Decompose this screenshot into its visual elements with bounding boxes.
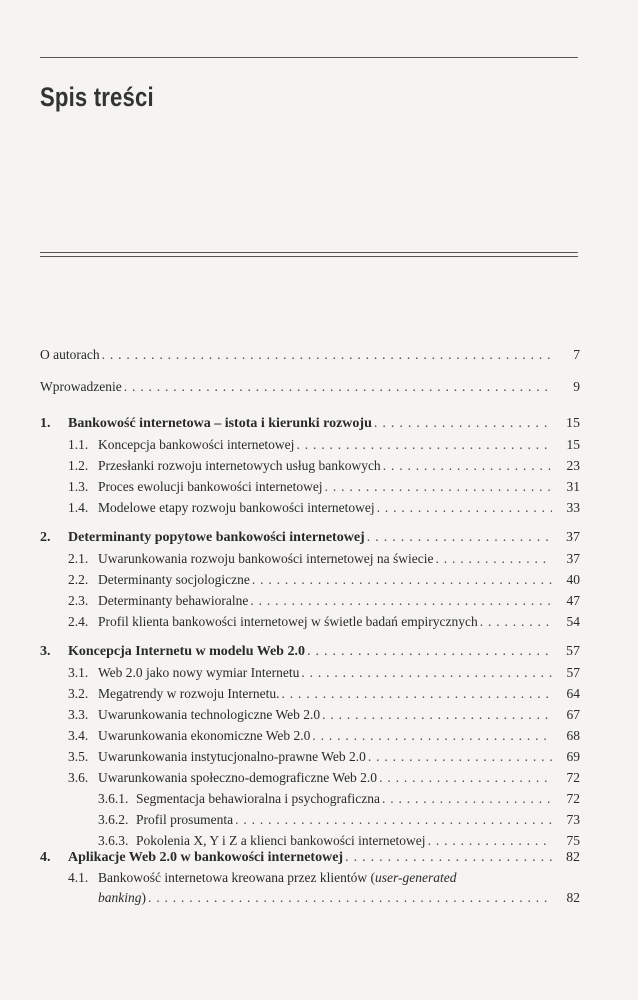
page-number: 69 <box>566 749 580 764</box>
entry-number: 1. <box>40 416 51 431</box>
entry-number: 3.6.1. <box>98 791 129 806</box>
entry-title: O autorach <box>40 347 100 362</box>
dot-leader <box>345 849 552 867</box>
page-number: 31 <box>566 479 580 494</box>
entry-title: Uwarunkowania technologiczne Web 2.0 <box>98 707 321 722</box>
toc-chapter <box>40 415 580 433</box>
entry-title: Proces ewolucji bankowości internetowej <box>98 479 323 494</box>
entry-title: Determinanty popytowe bankowości internetowej <box>68 530 365 545</box>
toc-entry <box>40 378 580 396</box>
entry-title: Modelowe etapy rozwoju bankowości internetowej <box>98 500 375 515</box>
dot-leader <box>296 436 552 454</box>
page-number: 82 <box>566 890 580 905</box>
entry-title: Uwarunkowania ekonomiczne Web 2.0 <box>98 728 311 743</box>
toc-entry <box>40 571 580 589</box>
entry-number: 2.4. <box>68 614 89 629</box>
entry-number: 3. <box>40 644 51 659</box>
dot-leader <box>377 499 552 517</box>
page-number: 73 <box>566 812 580 827</box>
dot-leader <box>124 378 552 396</box>
page-number: 68 <box>566 728 580 743</box>
entry-title: Bankowość internetowa kreowana przez klientów (user-generated <box>98 870 457 885</box>
entry-number: 4. <box>40 850 51 865</box>
entry-title: Determinanty behawioralne <box>98 593 249 608</box>
entry-number: 3.5. <box>68 749 89 764</box>
page-number: 37 <box>566 530 580 545</box>
entry-title: Uwarunkowania rozwoju bankowości internetowej na świecie <box>98 551 434 566</box>
toc-chapter <box>40 529 580 547</box>
page-number: 33 <box>566 500 580 515</box>
dot-leader <box>436 550 552 568</box>
dot-leader <box>252 571 552 589</box>
dot-leader <box>367 529 552 547</box>
entry-title: Uwarunkowania instytucjonalno-prawne Web 2.0 <box>98 749 366 764</box>
entry-number: 1.4. <box>68 500 89 515</box>
entry-number: 3.6. <box>68 770 89 785</box>
page-number: 64 <box>566 686 580 701</box>
toc-entry <box>40 706 580 724</box>
entry-title: Profil prosumenta <box>136 812 234 827</box>
entry-number: 1.2. <box>68 458 89 473</box>
page-number: 67 <box>566 707 580 722</box>
entry-title: Bankowość internetowa – istota i kierunki rozwoju <box>68 416 372 431</box>
page-number: 54 <box>566 614 580 629</box>
entry-number: 2. <box>40 530 51 545</box>
toc-entry <box>40 869 580 887</box>
top-rule <box>40 57 578 58</box>
toc-entry <box>40 727 580 745</box>
dot-leader <box>281 685 552 703</box>
toc-entry <box>40 436 580 454</box>
toc-entry <box>40 748 580 766</box>
page-number: 47 <box>566 593 580 608</box>
dot-leader <box>235 811 552 829</box>
dot-leader <box>383 457 552 475</box>
double-rule <box>40 252 578 257</box>
entry-title: Megatrendy w rozwoju Internetu. <box>98 686 280 701</box>
toc-entry <box>40 478 580 496</box>
entry-title: Uwarunkowania społeczno-demograficzne Web 2.0 <box>98 770 378 785</box>
dot-leader <box>301 664 552 682</box>
entry-number: 3.4. <box>68 728 89 743</box>
entry-title: Aplikacje Web 2.0 w bankowości internetowej <box>68 850 344 865</box>
entry-title: Koncepcja Internetu w modelu Web 2.0 <box>68 644 305 659</box>
entry-number: 3.6.2. <box>98 812 129 827</box>
entry-title: Koncepcja bankowości internetowej <box>98 437 295 452</box>
toc-entry <box>40 457 580 475</box>
toc-entry <box>40 769 580 787</box>
entry-title: Profil klienta bankowości internetowej w świetle badań empirycznych <box>98 614 478 629</box>
entry-title: Web 2.0 jako nowy wymiar Internetu <box>98 665 300 680</box>
entry-title: Pokolenia X, Y i Z a klienci bankowości internetowej <box>136 833 426 848</box>
entry-number: 2.3. <box>68 593 89 608</box>
toc-chapter <box>40 643 580 661</box>
page-number: 9 <box>573 379 580 394</box>
toc-entry <box>40 346 580 364</box>
entry-number: 1.1. <box>68 437 89 452</box>
page-number: 82 <box>566 850 580 865</box>
entry-title: Segmentacja behawioralna i psychograficzna <box>136 791 381 806</box>
toc-entry <box>40 685 580 703</box>
entry-title-cont: banking) <box>98 890 146 905</box>
toc-entry <box>40 550 580 568</box>
page-number: 15 <box>566 416 580 431</box>
dot-leader <box>148 889 552 907</box>
dot-leader <box>368 748 552 766</box>
entry-title: Przesłanki rozwoju internetowych usług bankowych <box>98 458 381 473</box>
entry-number: 3.3. <box>68 707 89 722</box>
page-number: 75 <box>566 833 580 848</box>
entry-number: 2.1. <box>68 551 89 566</box>
dot-leader <box>250 592 552 610</box>
dot-leader <box>325 478 552 496</box>
page-number: 57 <box>566 644 580 659</box>
dot-leader <box>102 346 552 364</box>
page-number: 15 <box>566 437 580 452</box>
page-number: 72 <box>566 791 580 806</box>
page-number: 37 <box>566 551 580 566</box>
toc-entry <box>40 499 580 517</box>
page-number: 7 <box>573 347 580 362</box>
toc-entry <box>40 592 580 610</box>
page-number: 23 <box>566 458 580 473</box>
page-number: 57 <box>566 665 580 680</box>
dot-leader <box>428 832 552 850</box>
page-number: 40 <box>566 572 580 587</box>
entry-number: 2.2. <box>68 572 89 587</box>
dot-leader <box>312 727 552 745</box>
dot-leader <box>379 769 552 787</box>
toc-entry <box>40 811 580 829</box>
dot-leader <box>382 790 552 808</box>
toc-entry <box>40 832 580 850</box>
page-number: 72 <box>566 770 580 785</box>
entry-number: 3.2. <box>68 686 89 701</box>
toc-entry <box>40 790 580 808</box>
dot-leader <box>322 706 552 724</box>
entry-title: Wprowadzenie <box>40 379 122 394</box>
entry-number: 3.6.3. <box>98 833 129 848</box>
entry-number: 3.1. <box>68 665 89 680</box>
entry-number: 4.1. <box>68 870 89 885</box>
toc-entry <box>40 664 580 682</box>
toc-chapter <box>40 849 580 867</box>
toc-entry-continuation <box>40 889 580 907</box>
entry-number: 1.3. <box>68 479 89 494</box>
dot-leader <box>480 613 552 631</box>
page-title: Spis treści <box>40 82 154 112</box>
toc-entry <box>40 613 580 631</box>
entry-title: Determinanty socjologiczne <box>98 572 250 587</box>
dot-leader <box>307 643 552 661</box>
dot-leader <box>374 415 552 433</box>
